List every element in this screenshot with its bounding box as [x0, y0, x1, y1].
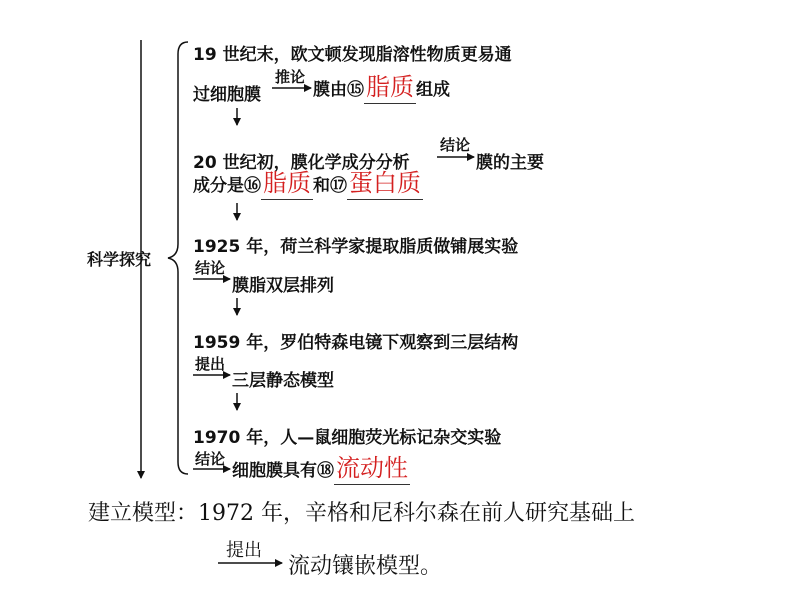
step5-line1: 1970 年，人—鼠细胞荧光标记杂交实验 — [193, 428, 502, 448]
step3-line1: 1925 年，荷兰科学家提取脂质做铺展实验 — [193, 237, 519, 257]
step2-mid: 和⑰ — [313, 176, 347, 196]
step1-line2 — [313, 74, 450, 104]
model-post: 流动镶嵌模型。 — [288, 554, 443, 579]
step2-line2 — [193, 170, 423, 200]
curly-brace — [168, 42, 188, 474]
step1-post: 膜由⑮ — [313, 80, 364, 100]
step5-arrow-label: 结论 — [195, 450, 226, 468]
step5-answer: 流动性 — [336, 454, 408, 482]
step1-tail: 组成 — [416, 80, 450, 100]
step2-line1-pre: 20 世纪初，膜化学成分分析 — [193, 153, 410, 173]
step3-arrow-label: 结论 — [195, 259, 226, 277]
step1-line1: 19 世纪末，欧文顿发现脂溶性物质更易通 — [193, 45, 512, 65]
step4-arrow-label: 提出 — [195, 355, 226, 373]
step5-blank — [334, 455, 410, 485]
step5-post: 细胞膜具有⑱ — [232, 461, 334, 481]
step4-post: 三层静态模型 — [232, 371, 334, 391]
step2-blank2 — [347, 170, 423, 200]
model-line1: 建立模型：1972 年，辛格和尼科尔森在前人研究基础上 — [88, 501, 635, 526]
step2-line1-post: 膜的主要 — [476, 153, 544, 173]
step1-arrow-label: 推论 — [275, 68, 306, 86]
step1-blank — [364, 74, 416, 104]
step2-answer2: 蛋白质 — [349, 169, 421, 197]
step4-line1: 1959 年，罗伯特森电镜下观察到三层结构 — [193, 333, 519, 353]
step1-pre: 过细胞膜 — [193, 85, 261, 105]
step2-blank1 — [261, 170, 313, 200]
step1-answer: 脂质 — [366, 73, 414, 101]
step3-post: 膜脂双层排列 — [232, 276, 334, 296]
model-arrow-label: 提出 — [226, 540, 262, 561]
root-label: 科学探究 — [87, 250, 152, 269]
step2-arrow-label: 结论 — [440, 136, 471, 154]
step2-answer1: 脂质 — [263, 169, 311, 197]
step5-line2 — [232, 455, 410, 485]
step2-pre: 成分是⑯ — [193, 176, 261, 196]
